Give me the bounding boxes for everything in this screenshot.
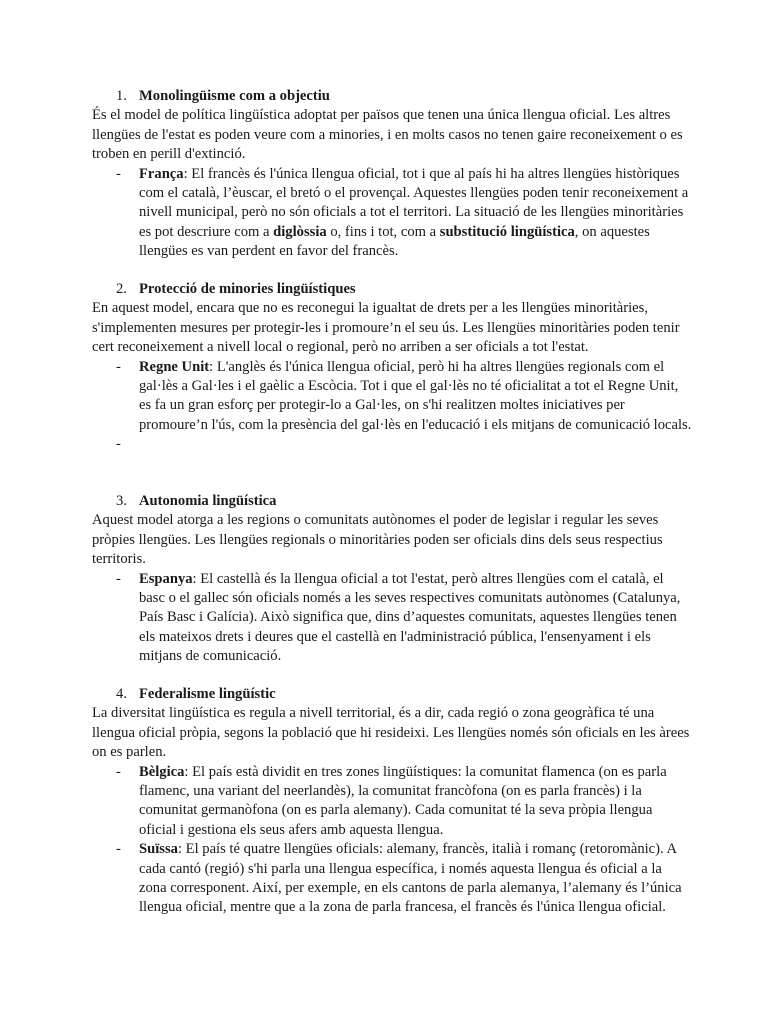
bullet-item-regne-unit	[92, 358, 692, 436]
section-number: 4.	[116, 686, 127, 702]
section-intro: En aquest model, encara que no es reconegui la igualtat de drets per a les llengües minoritàries, s'implementen mesures per protegir-les i promoure’n el seu ús. Les llengües minoritàries poden tenir cert reconeixement a nivell local o regional, però no arriben a ser oficials a tot l'estat.	[92, 300, 680, 356]
section-intro: És el model de política lingüística adoptat per països que tenen una única llengua oficial. Les altres llengües de l'estat es poden veure com a minories, i en molts casos no tenen gaire reconeixement o es troben en perill d'extinció.	[92, 107, 683, 163]
bullet-label: Regne Unit	[139, 358, 210, 375]
bold-term-substitucio: substitució lingüística	[439, 223, 575, 240]
bullet-dash: -	[116, 165, 121, 182]
bullet-dash: -	[116, 763, 121, 780]
bullet-text: , on aquestes llengües es van perdent en favor del francès.	[139, 223, 650, 260]
section-number: 2.	[116, 281, 127, 297]
section-heading	[92, 280, 692, 299]
bullet-label: Bèlgica	[139, 763, 185, 780]
section-heading	[92, 492, 692, 511]
bullet-text: : El país està dividit en tres zones lingüístiques: la comunitat flamenca (on es parla flamenc, una variant del neerlandès), la comunitat francòfona (on es parla francès) i la comunitat germanòfona (on es parla alemany). Cada comunitat té la seva pròpia llengua oficial i gestiona els seus afers amb aquesta llengua.	[139, 763, 667, 838]
bullet-text: : L'anglès és l'única llengua oficial, però hi ha altres llengües regionals com el gal·lès a Gal·les i el gaèlic a Escòcia. Tot i que el gal·lès no té oficialitat a tot el Regne Unit, es fa un gran esforç per protegir-lo a Gal·les, on s'hi realitzen moltes iniciatives per promoure’n l'ús, com la presència del gal·lès en l'educació i els mitjans de comunicació locals.	[139, 358, 692, 433]
bullet-label: Espanya	[139, 570, 193, 587]
bullet-item-empty	[92, 435, 692, 454]
section-title: Federalisme lingüístic	[139, 686, 276, 702]
bullet-label: França	[139, 165, 184, 182]
bullet-label: Suïssa	[139, 841, 178, 858]
bullet-dash: -	[116, 841, 121, 858]
section-intro: La diversitat lingüística es regula a nivell territorial, és a dir, cada regió o zona geogràfica té una llengua oficial pròpia, segons la població que hi resideixi. Les llengües només són oficials en les àrees on es parlen.	[92, 705, 690, 761]
section-number: 3.	[116, 493, 127, 509]
section-federalisme	[92, 685, 692, 918]
bullet-dash: -	[116, 358, 121, 375]
bullet-text: : El francès és l'única llengua oficial, tot i que al país hi ha altres llengües històriques com el català, l’èuscar, el bretó o el provençal. Aquestes llengües poden tenir reconeixement a nivell municipal, però no són oficials a tot el territori. La situació de les llengües minoritàries es pot descriure com a	[139, 165, 689, 240]
bullet-dash: -	[116, 570, 121, 587]
section-autonomia	[92, 492, 692, 667]
bullet-item-suissa	[92, 840, 692, 918]
bullet-text: : El castellà és la llengua oficial a tot l'estat, però altres llengües com el català, el basc o el gallec són oficials només a les seves respectives comunitats autònomes (Catalunya, País Basc i Galícia). Això significa que, dins d’aquestes comunitats, aquestes llengües tenen els mateixos drets i deures que el castellà en l'administració pública, l'ensenyament i els mitjans de comunicació.	[139, 570, 681, 665]
section-heading	[92, 87, 692, 106]
bullet-dash: -	[116, 436, 121, 453]
bullet-item-espanya	[92, 570, 692, 667]
bullet-item-belgica	[92, 763, 692, 841]
section-title: Protecció de minories lingüístiques	[139, 281, 356, 297]
section-number: 1.	[116, 88, 127, 104]
section-intro: Aquest model atorga a les regions o comunitats autònomes el poder de legislar i regular les seves pròpies llengües. Les llengües regionals o minoritàries poden ser oficials dins dels seus respectius territoris.	[92, 512, 663, 568]
section-monolinguisme	[92, 87, 692, 262]
bullet-text: : El país té quatre llengües oficials: alemany, francès, italià i romanç (retoromànic). A cada cantó (regió) s'hi parla una llengua específica, i només aquesta llengua és oficial a la zona corresponent. Així, per exemple, en els cantons de parla alemanya, l’alemany és l’única llengua oficial, mentre que a la zona de parla francesa, el francès és l'única llengua oficial.	[139, 841, 682, 916]
section-title: Autonomia lingüística	[139, 493, 277, 509]
bullet-item-franca	[92, 165, 692, 262]
section-title: Monolingüisme com a objectiu	[139, 88, 330, 104]
bold-term-diglossia: diglòssia	[273, 223, 327, 240]
bullet-text: o, fins i tot, com a	[326, 223, 440, 240]
section-proteccio-minories	[92, 280, 692, 455]
section-heading	[92, 685, 692, 704]
